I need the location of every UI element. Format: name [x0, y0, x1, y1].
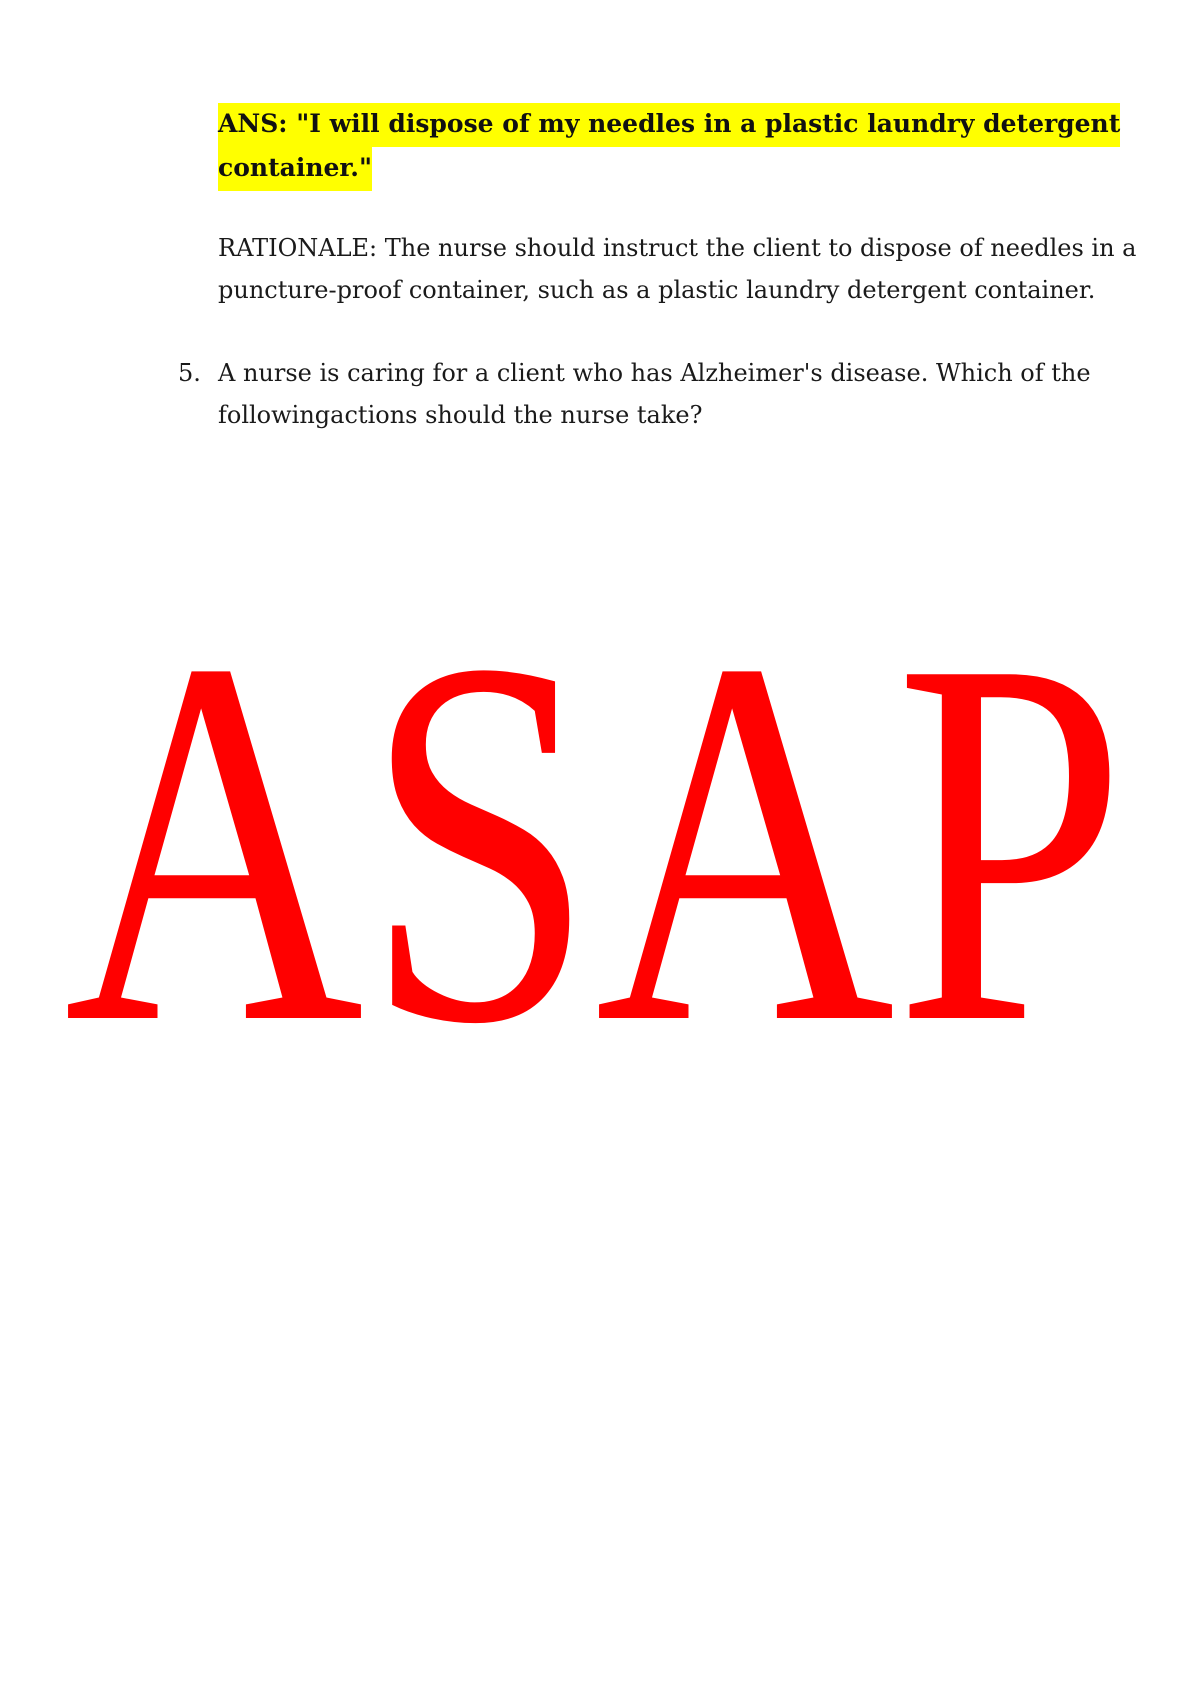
answer-line-1: ANS: "I will dispose of my needles in a plastic laundry detergent	[218, 103, 1120, 147]
question-number: 5.	[178, 359, 201, 387]
rationale-line-2: puncture-proof container, such as a plastic laundry detergent container.	[218, 276, 1096, 304]
rationale-line-1: RATIONALE: The nurse should instruct the client to dispose of needles in a	[218, 234, 1137, 262]
answer-block	[218, 103, 1121, 191]
rationale-paragraph	[218, 227, 1137, 311]
question-line-2: followingactions should the nurse take?	[218, 401, 703, 429]
question-line-1: A nurse is caring for a client who has Alzheimer's disease. Which of the	[218, 359, 1091, 387]
watermark-text: ASAP	[64, 600, 1126, 1040]
answer-line-2: container."	[218, 147, 372, 191]
question-text	[218, 352, 1091, 436]
asap-watermark	[64, 600, 1134, 1040]
